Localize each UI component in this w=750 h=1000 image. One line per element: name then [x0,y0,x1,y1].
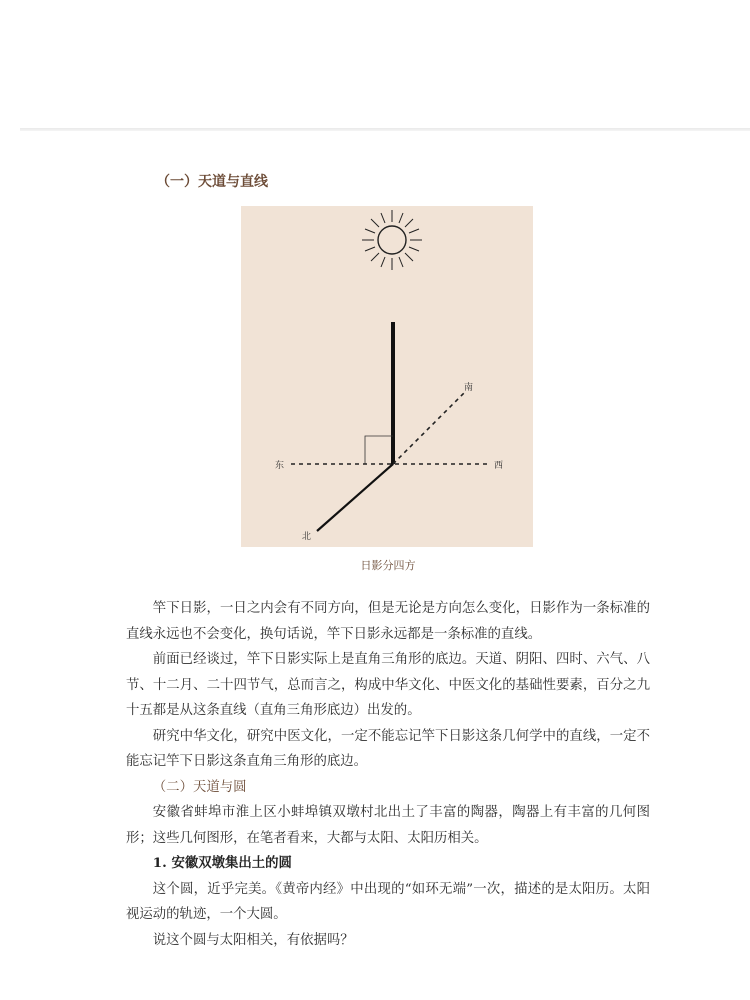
figure-background [241,206,533,547]
paragraph-3: 研究中华文化，研究中医文化，一定不能忘记竿下日影这条几何学中的直线，一定不能忘记竿下日影这条直角三角形的底边。 [126,728,650,769]
north-shadow-line [317,464,393,531]
label-south: 南 [464,383,474,393]
label-west: 西 [494,461,504,471]
south-line [393,393,464,464]
document-page [126,170,650,953]
section-heading-line: （一）天道与直线 [156,174,268,190]
paragraph-6: 说这个圆与太阳相关，有依据吗？ [152,932,354,948]
sun-shadow-figure [126,206,650,596]
sun-icon [362,210,422,270]
header-divider [20,128,750,131]
label-east: 东 [275,461,285,471]
subsection-heading: 1. 安徽双墩集出土的圆 [152,855,292,871]
section-heading-circle: （二）天道与圆 [152,779,247,795]
paragraph-5: 这个圆，近乎完美。《黄帝内经》中出现的“如环无端”一次，描述的是太阳历。太阳视运动的轨迹，一个大圆。 [126,881,650,922]
paragraph-2: 前面已经谈过，竿下日影实际上是直角三角形的底边。天道、阴阳、四时、六气、八节、十二月、二十四节气，总而言之，构成中华文化、中医文化的基础性要素，百分之九十五都是从这条直线（直角三角形底边）出发的。 [126,652,650,718]
paragraph-4: 安徽省蚌埠市淮上区小蚌埠镇双墩村北出土了丰富的陶器，陶器上有丰富的几何图形；这些几何图形，在笔者看来，大都与太阳、太阳历相关。 [126,805,650,846]
label-north: 北 [302,532,312,542]
paragraph-1: 竿下日影，一日之内会有不同方向，但是无论是方向怎么变化，日影作为一条标准的直线永远也不会变化，换句话说，竿下日影永远都是一条标准的直线。 [126,601,650,642]
sundial-diagram [241,206,533,547]
right-angle-marker [365,436,393,464]
figure-caption: 日影分四方 [360,559,416,572]
